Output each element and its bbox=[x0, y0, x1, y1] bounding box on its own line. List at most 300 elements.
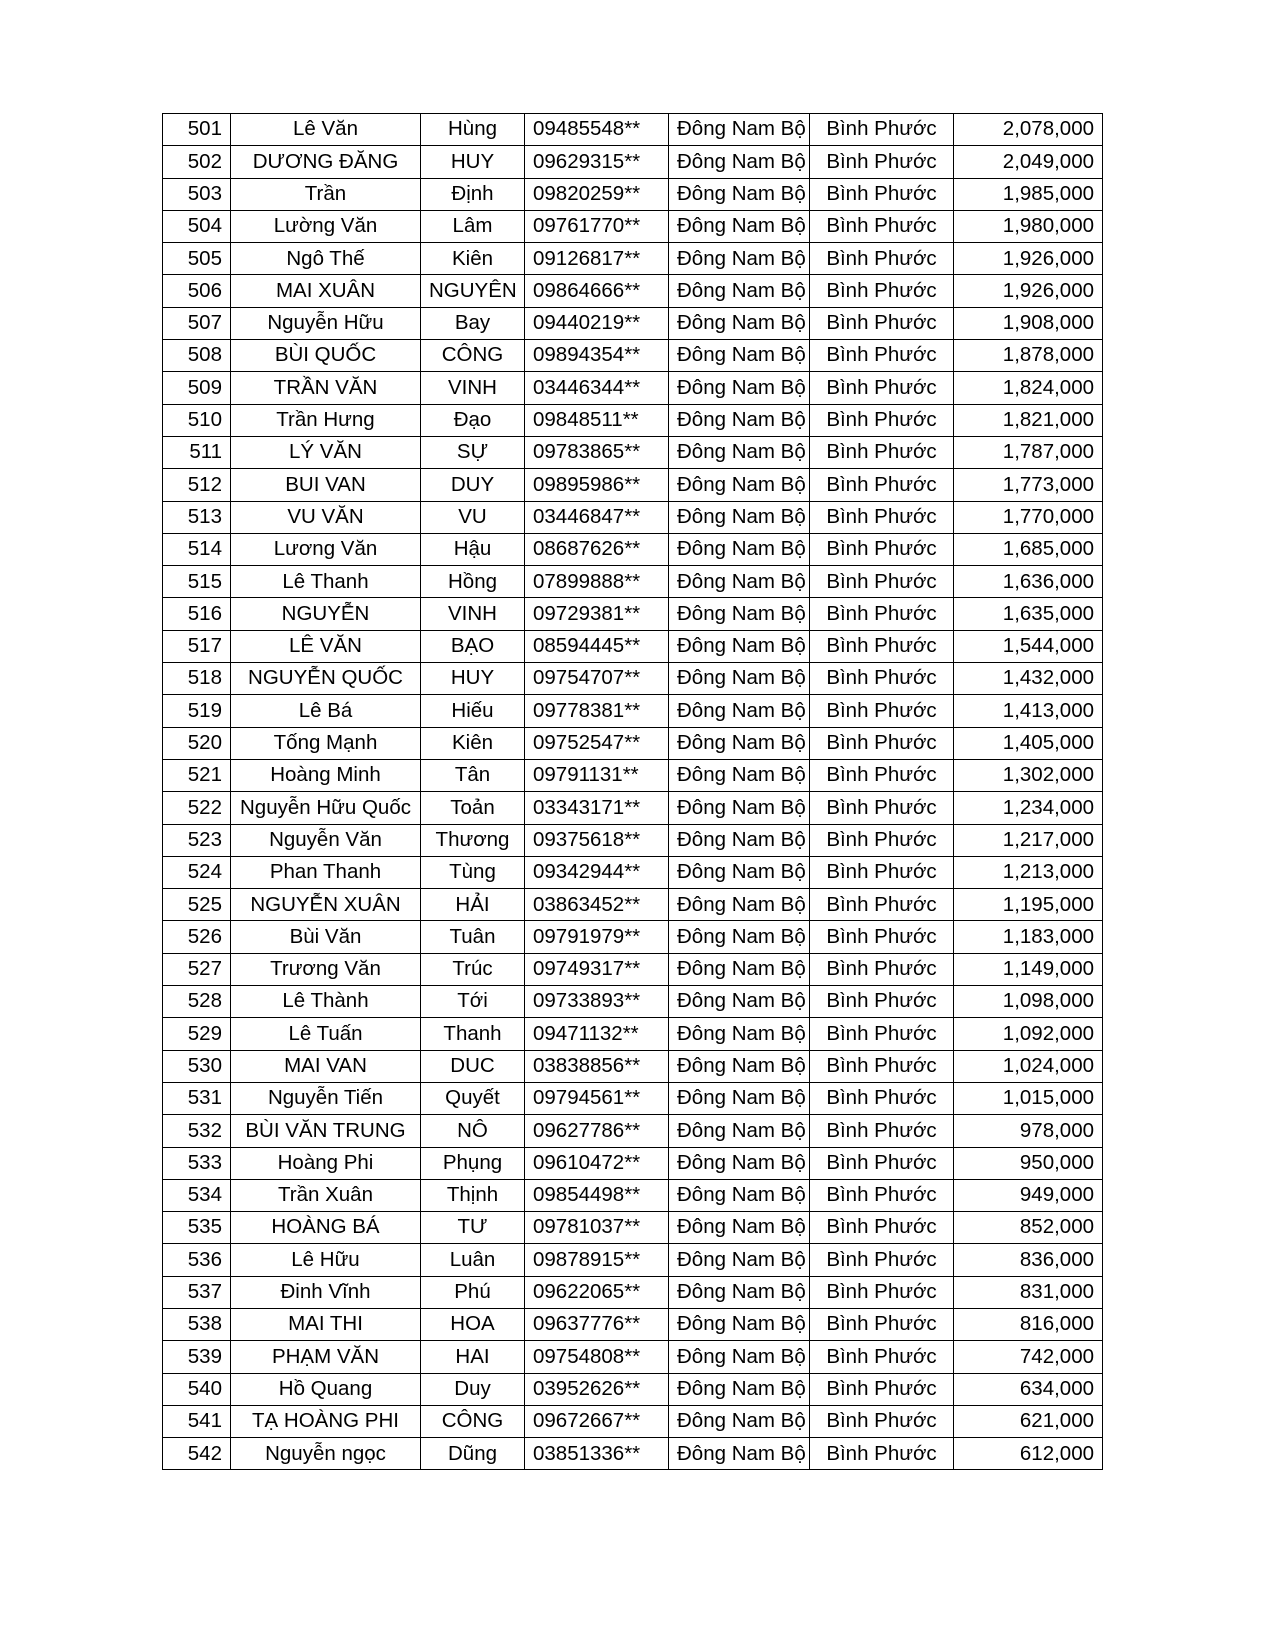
phone-cell: 09375618** bbox=[525, 824, 669, 856]
region-cell: Đông Nam Bộ bbox=[669, 1050, 810, 1082]
province-cell: Bình Phước bbox=[810, 307, 954, 339]
phone-cell: 09342944** bbox=[525, 856, 669, 888]
table-row bbox=[163, 566, 1103, 598]
province-cell: Bình Phước bbox=[810, 1050, 954, 1082]
region-cell: Đông Nam Bộ bbox=[669, 404, 810, 436]
province-cell: Bình Phước bbox=[810, 1405, 954, 1437]
phone-cell: 09791131** bbox=[525, 759, 669, 791]
amount-cell: 836,000 bbox=[954, 1244, 1103, 1276]
province-cell: Bình Phước bbox=[810, 243, 954, 275]
row-number-cell: 522 bbox=[163, 792, 231, 824]
surname-cell: BÙI VĂN TRUNG bbox=[231, 1115, 421, 1147]
table-row bbox=[163, 1050, 1103, 1082]
row-number-cell: 530 bbox=[163, 1050, 231, 1082]
phone-cell: 09627786** bbox=[525, 1115, 669, 1147]
table-row bbox=[163, 1438, 1103, 1470]
given-name-cell: CÔNG bbox=[421, 340, 525, 372]
row-number-cell: 519 bbox=[163, 695, 231, 727]
amount-cell: 1,685,000 bbox=[954, 533, 1103, 565]
given-name-cell: DUC bbox=[421, 1050, 525, 1082]
row-number-cell: 536 bbox=[163, 1244, 231, 1276]
surname-cell: Đinh Vĩnh bbox=[231, 1276, 421, 1308]
table-row bbox=[163, 1373, 1103, 1405]
phone-cell: 09754707** bbox=[525, 663, 669, 695]
amount-cell: 1,773,000 bbox=[954, 469, 1103, 501]
amount-cell: 1,302,000 bbox=[954, 759, 1103, 791]
amount-cell: 1,183,000 bbox=[954, 921, 1103, 953]
amount-cell: 1,149,000 bbox=[954, 953, 1103, 985]
given-name-cell: HUY bbox=[421, 146, 525, 178]
surname-cell: BÙI QUỐC bbox=[231, 340, 421, 372]
given-name-cell: HẢI bbox=[421, 889, 525, 921]
amount-cell: 612,000 bbox=[954, 1438, 1103, 1470]
phone-cell: 09629315** bbox=[525, 146, 669, 178]
row-number-cell: 527 bbox=[163, 953, 231, 985]
phone-cell: 09729381** bbox=[525, 598, 669, 630]
row-number-cell: 509 bbox=[163, 372, 231, 404]
region-cell: Đông Nam Bộ bbox=[669, 1212, 810, 1244]
table-row bbox=[163, 1341, 1103, 1373]
province-cell: Bình Phước bbox=[810, 630, 954, 662]
given-name-cell: NGUYÊN bbox=[421, 275, 525, 307]
region-cell: Đông Nam Bộ bbox=[669, 986, 810, 1018]
table-row bbox=[163, 501, 1103, 533]
province-cell: Bình Phước bbox=[810, 1276, 954, 1308]
amount-cell: 1,213,000 bbox=[954, 856, 1103, 888]
given-name-cell: Phú bbox=[421, 1276, 525, 1308]
row-number-cell: 515 bbox=[163, 566, 231, 598]
surname-cell: Trần bbox=[231, 178, 421, 210]
province-cell: Bình Phước bbox=[810, 1115, 954, 1147]
province-cell: Bình Phước bbox=[810, 1244, 954, 1276]
surname-cell: Nguyễn Tiến bbox=[231, 1082, 421, 1114]
province-cell: Bình Phước bbox=[810, 146, 954, 178]
amount-cell: 1,926,000 bbox=[954, 275, 1103, 307]
row-number-cell: 533 bbox=[163, 1147, 231, 1179]
table-row bbox=[163, 1179, 1103, 1211]
province-cell: Bình Phước bbox=[810, 792, 954, 824]
phone-cell: 09894354** bbox=[525, 340, 669, 372]
amount-cell: 816,000 bbox=[954, 1308, 1103, 1340]
phone-cell: 09854498** bbox=[525, 1179, 669, 1211]
amount-cell: 1,405,000 bbox=[954, 727, 1103, 759]
surname-cell: Lường Văn bbox=[231, 210, 421, 242]
region-cell: Đông Nam Bộ bbox=[669, 953, 810, 985]
region-cell: Đông Nam Bộ bbox=[669, 889, 810, 921]
region-cell: Đông Nam Bộ bbox=[669, 372, 810, 404]
province-cell: Bình Phước bbox=[810, 340, 954, 372]
region-cell: Đông Nam Bộ bbox=[669, 695, 810, 727]
phone-cell: 03851336** bbox=[525, 1438, 669, 1470]
given-name-cell: CÔNG bbox=[421, 1405, 525, 1437]
table-row bbox=[163, 146, 1103, 178]
phone-cell: 09672667** bbox=[525, 1405, 669, 1437]
row-number-cell: 501 bbox=[163, 114, 231, 146]
row-number-cell: 514 bbox=[163, 533, 231, 565]
row-number-cell: 505 bbox=[163, 243, 231, 275]
table-row bbox=[163, 404, 1103, 436]
amount-cell: 1,878,000 bbox=[954, 340, 1103, 372]
given-name-cell: NÔ bbox=[421, 1115, 525, 1147]
region-cell: Đông Nam Bộ bbox=[669, 501, 810, 533]
given-name-cell: Duy bbox=[421, 1373, 525, 1405]
province-cell: Bình Phước bbox=[810, 178, 954, 210]
amount-cell: 1,926,000 bbox=[954, 243, 1103, 275]
row-number-cell: 532 bbox=[163, 1115, 231, 1147]
table-row bbox=[163, 1244, 1103, 1276]
surname-cell: Hồ Quang bbox=[231, 1373, 421, 1405]
phone-cell: 03838856** bbox=[525, 1050, 669, 1082]
phone-cell: 09126817** bbox=[525, 243, 669, 275]
given-name-cell: VINH bbox=[421, 372, 525, 404]
row-number-cell: 521 bbox=[163, 759, 231, 791]
phone-cell: 09878915** bbox=[525, 1244, 669, 1276]
amount-cell: 1,980,000 bbox=[954, 210, 1103, 242]
surname-cell: VU VĂN bbox=[231, 501, 421, 533]
table-row bbox=[163, 824, 1103, 856]
amount-cell: 852,000 bbox=[954, 1212, 1103, 1244]
surname-cell: Lê Văn bbox=[231, 114, 421, 146]
phone-cell: 08594445** bbox=[525, 630, 669, 662]
phone-cell: 09820259** bbox=[525, 178, 669, 210]
table-row bbox=[163, 533, 1103, 565]
surname-cell: Tống Mạnh bbox=[231, 727, 421, 759]
surname-cell: Bùi Văn bbox=[231, 921, 421, 953]
province-cell: Bình Phước bbox=[810, 727, 954, 759]
surname-cell: Lê Bá bbox=[231, 695, 421, 727]
region-cell: Đông Nam Bộ bbox=[669, 1308, 810, 1340]
row-number-cell: 537 bbox=[163, 1276, 231, 1308]
row-number-cell: 531 bbox=[163, 1082, 231, 1114]
table-row bbox=[163, 469, 1103, 501]
table-row bbox=[163, 275, 1103, 307]
table-row bbox=[163, 1018, 1103, 1050]
province-cell: Bình Phước bbox=[810, 533, 954, 565]
given-name-cell: VU bbox=[421, 501, 525, 533]
province-cell: Bình Phước bbox=[810, 1341, 954, 1373]
surname-cell: HOÀNG BÁ bbox=[231, 1212, 421, 1244]
phone-cell: 09610472** bbox=[525, 1147, 669, 1179]
given-name-cell: Định bbox=[421, 178, 525, 210]
table-row bbox=[163, 1082, 1103, 1114]
amount-cell: 1,821,000 bbox=[954, 404, 1103, 436]
surname-cell: Lê Tuấn bbox=[231, 1018, 421, 1050]
province-cell: Bình Phước bbox=[810, 1308, 954, 1340]
phone-cell: 09781037** bbox=[525, 1212, 669, 1244]
phone-cell: 09754808** bbox=[525, 1341, 669, 1373]
region-cell: Đông Nam Bộ bbox=[669, 1082, 810, 1114]
province-cell: Bình Phước bbox=[810, 986, 954, 1018]
amount-cell: 634,000 bbox=[954, 1373, 1103, 1405]
row-number-cell: 523 bbox=[163, 824, 231, 856]
province-cell: Bình Phước bbox=[810, 759, 954, 791]
surname-cell: MAI VAN bbox=[231, 1050, 421, 1082]
given-name-cell: SỰ bbox=[421, 436, 525, 468]
row-number-cell: 506 bbox=[163, 275, 231, 307]
given-name-cell: Quyết bbox=[421, 1082, 525, 1114]
surname-cell: Hoàng Minh bbox=[231, 759, 421, 791]
surname-cell: NGUYỄN QUỐC bbox=[231, 663, 421, 695]
region-cell: Đông Nam Bộ bbox=[669, 856, 810, 888]
surname-cell: BUI VAN bbox=[231, 469, 421, 501]
table-row bbox=[163, 340, 1103, 372]
surname-cell: PHẠM VĂN bbox=[231, 1341, 421, 1373]
province-cell: Bình Phước bbox=[810, 404, 954, 436]
surname-cell: NGUYỄN bbox=[231, 598, 421, 630]
given-name-cell: TƯ bbox=[421, 1212, 525, 1244]
phone-cell: 09752547** bbox=[525, 727, 669, 759]
table-row bbox=[163, 598, 1103, 630]
amount-cell: 1,985,000 bbox=[954, 178, 1103, 210]
province-cell: Bình Phước bbox=[810, 114, 954, 146]
row-number-cell: 503 bbox=[163, 178, 231, 210]
amount-cell: 1,635,000 bbox=[954, 598, 1103, 630]
table-row bbox=[163, 630, 1103, 662]
surname-cell: Nguyễn Hữu Quốc bbox=[231, 792, 421, 824]
row-number-cell: 504 bbox=[163, 210, 231, 242]
amount-cell: 949,000 bbox=[954, 1179, 1103, 1211]
province-cell: Bình Phước bbox=[810, 210, 954, 242]
province-cell: Bình Phước bbox=[810, 1082, 954, 1114]
phone-cell: 03863452** bbox=[525, 889, 669, 921]
amount-cell: 1,908,000 bbox=[954, 307, 1103, 339]
region-cell: Đông Nam Bộ bbox=[669, 1147, 810, 1179]
phone-cell: 09794561** bbox=[525, 1082, 669, 1114]
row-number-cell: 538 bbox=[163, 1308, 231, 1340]
region-cell: Đông Nam Bộ bbox=[669, 566, 810, 598]
region-cell: Đông Nam Bộ bbox=[669, 307, 810, 339]
amount-cell: 1,015,000 bbox=[954, 1082, 1103, 1114]
region-cell: Đông Nam Bộ bbox=[669, 1341, 810, 1373]
table-row bbox=[163, 1308, 1103, 1340]
row-number-cell: 518 bbox=[163, 663, 231, 695]
amount-cell: 1,092,000 bbox=[954, 1018, 1103, 1050]
given-name-cell: Dũng bbox=[421, 1438, 525, 1470]
row-number-cell: 512 bbox=[163, 469, 231, 501]
province-cell: Bình Phước bbox=[810, 1018, 954, 1050]
amount-cell: 2,078,000 bbox=[954, 114, 1103, 146]
phone-cell: 09471132** bbox=[525, 1018, 669, 1050]
row-number-cell: 535 bbox=[163, 1212, 231, 1244]
table-row bbox=[163, 889, 1103, 921]
region-cell: Đông Nam Bộ bbox=[669, 759, 810, 791]
amount-cell: 742,000 bbox=[954, 1341, 1103, 1373]
surname-cell: MAI THI bbox=[231, 1308, 421, 1340]
phone-cell: 09848511** bbox=[525, 404, 669, 436]
region-cell: Đông Nam Bộ bbox=[669, 469, 810, 501]
given-name-cell: Phụng bbox=[421, 1147, 525, 1179]
phone-cell: 09791979** bbox=[525, 921, 669, 953]
amount-cell: 2,049,000 bbox=[954, 146, 1103, 178]
surname-cell: Nguyễn ngọc bbox=[231, 1438, 421, 1470]
given-name-cell: Lâm bbox=[421, 210, 525, 242]
region-cell: Đông Nam Bộ bbox=[669, 243, 810, 275]
amount-cell: 621,000 bbox=[954, 1405, 1103, 1437]
surname-cell: LÊ VĂN bbox=[231, 630, 421, 662]
surname-cell: Trần Hưng bbox=[231, 404, 421, 436]
phone-cell: 03446344** bbox=[525, 372, 669, 404]
given-name-cell: Kiên bbox=[421, 727, 525, 759]
phone-cell: 09895986** bbox=[525, 469, 669, 501]
phone-cell: 09485548** bbox=[525, 114, 669, 146]
table-row bbox=[163, 856, 1103, 888]
amount-cell: 1,824,000 bbox=[954, 372, 1103, 404]
amount-cell: 1,432,000 bbox=[954, 663, 1103, 695]
given-name-cell: Thịnh bbox=[421, 1179, 525, 1211]
amount-cell: 1,636,000 bbox=[954, 566, 1103, 598]
region-cell: Đông Nam Bộ bbox=[669, 663, 810, 695]
table-row bbox=[163, 921, 1103, 953]
province-cell: Bình Phước bbox=[810, 566, 954, 598]
region-cell: Đông Nam Bộ bbox=[669, 1244, 810, 1276]
table-row bbox=[163, 986, 1103, 1018]
table-row bbox=[163, 663, 1103, 695]
table-row bbox=[163, 114, 1103, 146]
row-number-cell: 528 bbox=[163, 986, 231, 1018]
region-cell: Đông Nam Bộ bbox=[669, 275, 810, 307]
surname-cell: TẠ HOÀNG PHI bbox=[231, 1405, 421, 1437]
surname-cell: TRẦN VĂN bbox=[231, 372, 421, 404]
given-name-cell: Tân bbox=[421, 759, 525, 791]
row-number-cell: 516 bbox=[163, 598, 231, 630]
region-cell: Đông Nam Bộ bbox=[669, 1438, 810, 1470]
table-row bbox=[163, 953, 1103, 985]
surname-cell: Hoàng Phi bbox=[231, 1147, 421, 1179]
given-name-cell: Hồng bbox=[421, 566, 525, 598]
table-row bbox=[163, 210, 1103, 242]
amount-cell: 1,544,000 bbox=[954, 630, 1103, 662]
row-number-cell: 534 bbox=[163, 1179, 231, 1211]
table-row bbox=[163, 1212, 1103, 1244]
phone-cell: 09749317** bbox=[525, 953, 669, 985]
table-row bbox=[163, 727, 1103, 759]
region-cell: Đông Nam Bộ bbox=[669, 824, 810, 856]
row-number-cell: 539 bbox=[163, 1341, 231, 1373]
region-cell: Đông Nam Bộ bbox=[669, 340, 810, 372]
surname-cell: DƯƠNG ĐĂNG bbox=[231, 146, 421, 178]
region-cell: Đông Nam Bộ bbox=[669, 436, 810, 468]
phone-cell: 09622065** bbox=[525, 1276, 669, 1308]
region-cell: Đông Nam Bộ bbox=[669, 792, 810, 824]
region-cell: Đông Nam Bộ bbox=[669, 598, 810, 630]
region-cell: Đông Nam Bộ bbox=[669, 1405, 810, 1437]
table-row bbox=[163, 792, 1103, 824]
phone-cell: 09778381** bbox=[525, 695, 669, 727]
amount-cell: 978,000 bbox=[954, 1115, 1103, 1147]
amount-cell: 1,413,000 bbox=[954, 695, 1103, 727]
surname-cell: Phan Thanh bbox=[231, 856, 421, 888]
phone-cell: 09864666** bbox=[525, 275, 669, 307]
region-cell: Đông Nam Bộ bbox=[669, 114, 810, 146]
phone-cell: 09440219** bbox=[525, 307, 669, 339]
region-cell: Đông Nam Bộ bbox=[669, 178, 810, 210]
given-name-cell: Trúc bbox=[421, 953, 525, 985]
row-number-cell: 524 bbox=[163, 856, 231, 888]
province-cell: Bình Phước bbox=[810, 501, 954, 533]
region-cell: Đông Nam Bộ bbox=[669, 1115, 810, 1147]
row-number-cell: 513 bbox=[163, 501, 231, 533]
row-number-cell: 542 bbox=[163, 1438, 231, 1470]
region-cell: Đông Nam Bộ bbox=[669, 1179, 810, 1211]
given-name-cell: Hiếu bbox=[421, 695, 525, 727]
province-cell: Bình Phước bbox=[810, 1212, 954, 1244]
phone-cell: 08687626** bbox=[525, 533, 669, 565]
table-row bbox=[163, 1115, 1103, 1147]
surname-cell: Nguyễn Hữu bbox=[231, 307, 421, 339]
phone-cell: 03952626** bbox=[525, 1373, 669, 1405]
province-cell: Bình Phước bbox=[810, 1179, 954, 1211]
amount-cell: 831,000 bbox=[954, 1276, 1103, 1308]
region-cell: Đông Nam Bộ bbox=[669, 630, 810, 662]
province-cell: Bình Phước bbox=[810, 1438, 954, 1470]
province-cell: Bình Phước bbox=[810, 275, 954, 307]
phone-cell: 09783865** bbox=[525, 436, 669, 468]
surname-cell: Lê Thành bbox=[231, 986, 421, 1018]
region-cell: Đông Nam Bộ bbox=[669, 533, 810, 565]
region-cell: Đông Nam Bộ bbox=[669, 1018, 810, 1050]
amount-cell: 1,195,000 bbox=[954, 889, 1103, 921]
row-number-cell: 529 bbox=[163, 1018, 231, 1050]
phone-cell: 03343171** bbox=[525, 792, 669, 824]
row-number-cell: 541 bbox=[163, 1405, 231, 1437]
given-name-cell: Tới bbox=[421, 986, 525, 1018]
given-name-cell: Thanh bbox=[421, 1018, 525, 1050]
given-name-cell: Tuân bbox=[421, 921, 525, 953]
records-table-body bbox=[163, 114, 1103, 1470]
row-number-cell: 520 bbox=[163, 727, 231, 759]
table-row bbox=[163, 695, 1103, 727]
given-name-cell: HUY bbox=[421, 663, 525, 695]
region-cell: Đông Nam Bộ bbox=[669, 921, 810, 953]
surname-cell: Trương Văn bbox=[231, 953, 421, 985]
row-number-cell: 508 bbox=[163, 340, 231, 372]
table-row bbox=[163, 372, 1103, 404]
province-cell: Bình Phước bbox=[810, 824, 954, 856]
row-number-cell: 510 bbox=[163, 404, 231, 436]
phone-cell: 07899888** bbox=[525, 566, 669, 598]
province-cell: Bình Phước bbox=[810, 436, 954, 468]
table-row bbox=[163, 1276, 1103, 1308]
province-cell: Bình Phước bbox=[810, 469, 954, 501]
given-name-cell: Tùng bbox=[421, 856, 525, 888]
region-cell: Đông Nam Bộ bbox=[669, 1276, 810, 1308]
given-name-cell: Toản bbox=[421, 792, 525, 824]
given-name-cell: HAI bbox=[421, 1341, 525, 1373]
amount-cell: 1,024,000 bbox=[954, 1050, 1103, 1082]
province-cell: Bình Phước bbox=[810, 372, 954, 404]
surname-cell: Trần Xuân bbox=[231, 1179, 421, 1211]
row-number-cell: 511 bbox=[163, 436, 231, 468]
region-cell: Đông Nam Bộ bbox=[669, 210, 810, 242]
given-name-cell: Hậu bbox=[421, 533, 525, 565]
phone-cell: 09761770** bbox=[525, 210, 669, 242]
surname-cell: NGUYỄN XUÂN bbox=[231, 889, 421, 921]
table-row bbox=[163, 759, 1103, 791]
surname-cell: LÝ VĂN bbox=[231, 436, 421, 468]
row-number-cell: 517 bbox=[163, 630, 231, 662]
table-row bbox=[163, 436, 1103, 468]
given-name-cell: HOA bbox=[421, 1308, 525, 1340]
given-name-cell: Kiên bbox=[421, 243, 525, 275]
given-name-cell: DUY bbox=[421, 469, 525, 501]
amount-cell: 1,787,000 bbox=[954, 436, 1103, 468]
region-cell: Đông Nam Bộ bbox=[669, 1373, 810, 1405]
amount-cell: 1,770,000 bbox=[954, 501, 1103, 533]
province-cell: Bình Phước bbox=[810, 889, 954, 921]
table-row bbox=[163, 178, 1103, 210]
records-table bbox=[162, 113, 1103, 1470]
given-name-cell: Bay bbox=[421, 307, 525, 339]
